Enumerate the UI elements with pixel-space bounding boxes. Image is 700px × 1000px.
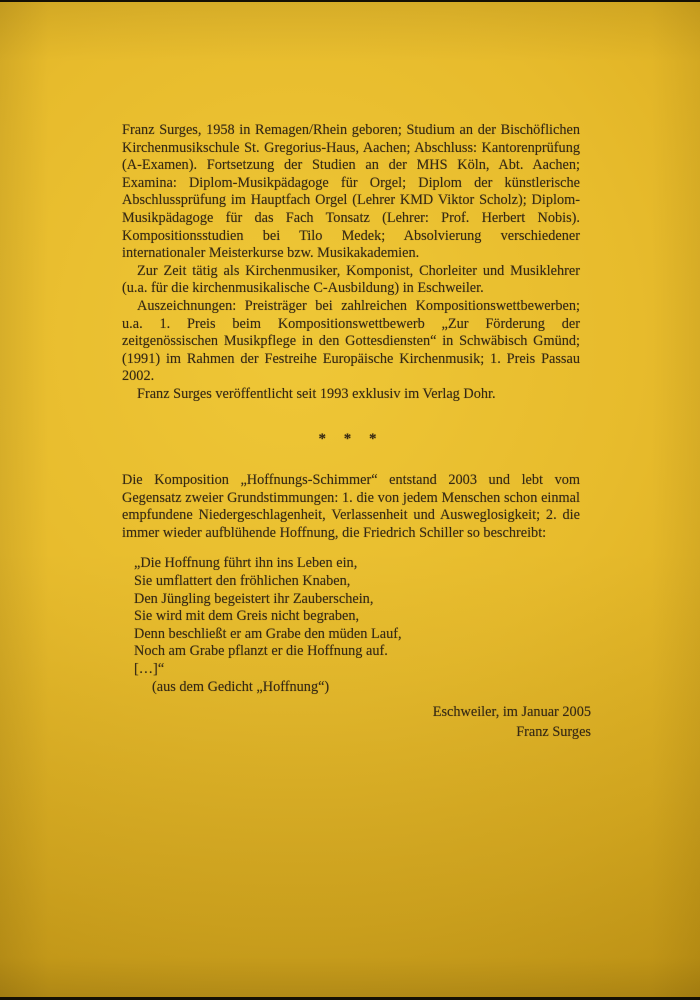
bio-paragraph-publisher: Franz Surges veröffentlicht seit 1993 exklusiv im Verlag Dohr. [137, 385, 496, 402]
bio-paragraph-awards: Auszeichnungen: Preisträger bei zahlreichen Kompositionswettbewerben; u.a. 1. Preis beim Kompositionswettbewerb „Zur Förderung der zeitgenössischen Musikpflege in den Gottesdiensten“ in Schwäbisch Gmünd; (1991) im Rahmen der Festreihe Europäische Kirchenmusik; 1. Preis Passau 2002. [122, 297, 580, 385]
poem-attribution: (aus dem Gedicht „Hoffnung“) [152, 678, 330, 695]
composition-paragraph: Die Komposition „Hoffnungs-Schimmer“ entstand 2003 und lebt vom Gegensatz zweier Grundstimmungen: 1. die von jedem Menschen schon einmal empfundene Niedergeschlagenheit, Verlassenheit und Ausweglosigkeit; 2. die immer wieder aufblühende Hoffnung, die Friedrich Schiller so beschreibt: [122, 472, 580, 541]
text-block [122, 122, 591, 742]
bio-paragraph-education: Franz Surges, 1958 in Remagen/Rhein geboren; Studium an der Bischöflichen Kirchenmusikschule St. Gregorius-Haus, Aachen; Abschluss: Kantorenprüfung (A-Examen). Fortsetzung der Studien an der MHS Köln, Abt. Aachen; Examina: Diplom-Musikpädagoge für Orgel; Diplom der künstlerische Abschlussprüfung im Hauptfach Orgel (Lehrer KMD Viktor Scholz); Diplom-Musikpädagoge für das Fach Tonsatz (Lehrer: Prof. Herbert Nobis). Kompositionsstudien bei Tilo Medek; Absolvierung verschiedener internationaler Meisterkurse bzw. Musikakademien. [122, 122, 580, 262]
poem-line: Denn beschließt er am Grabe den müden Lauf, [134, 625, 402, 642]
program-page [0, 2, 700, 997]
section-separator-asterisks: * * * [318, 430, 384, 447]
poem-line: Sie wird mit dem Greis nicht begraben, [134, 608, 360, 625]
bio-paragraph-current-work: Zur Zeit tätig als Kirchenmusiker, Komponist, Chorleiter und Musiklehrer (u.a. für die kirchenmusikalische C-Ausbildung) in Eschweiler. [122, 262, 580, 297]
poem-line: Noch am Grabe pflanzt er die Hoffnung auf. [134, 643, 388, 660]
poem-quote [134, 555, 580, 696]
poem-line: Den Jüngling begeistert ihr Zauberschein, [134, 590, 374, 607]
signature-place-date: Eschweiler, im Januar 2005 [432, 704, 591, 721]
poem-line: […]“ [134, 661, 165, 678]
signature-name: Franz Surges [516, 723, 591, 740]
poem-line: Sie umflattert den fröhlichen Knaben, [134, 573, 351, 590]
poem-line: „Die Hoffnung führt ihn ins Leben ein, [134, 555, 358, 572]
signature-block [122, 703, 591, 742]
